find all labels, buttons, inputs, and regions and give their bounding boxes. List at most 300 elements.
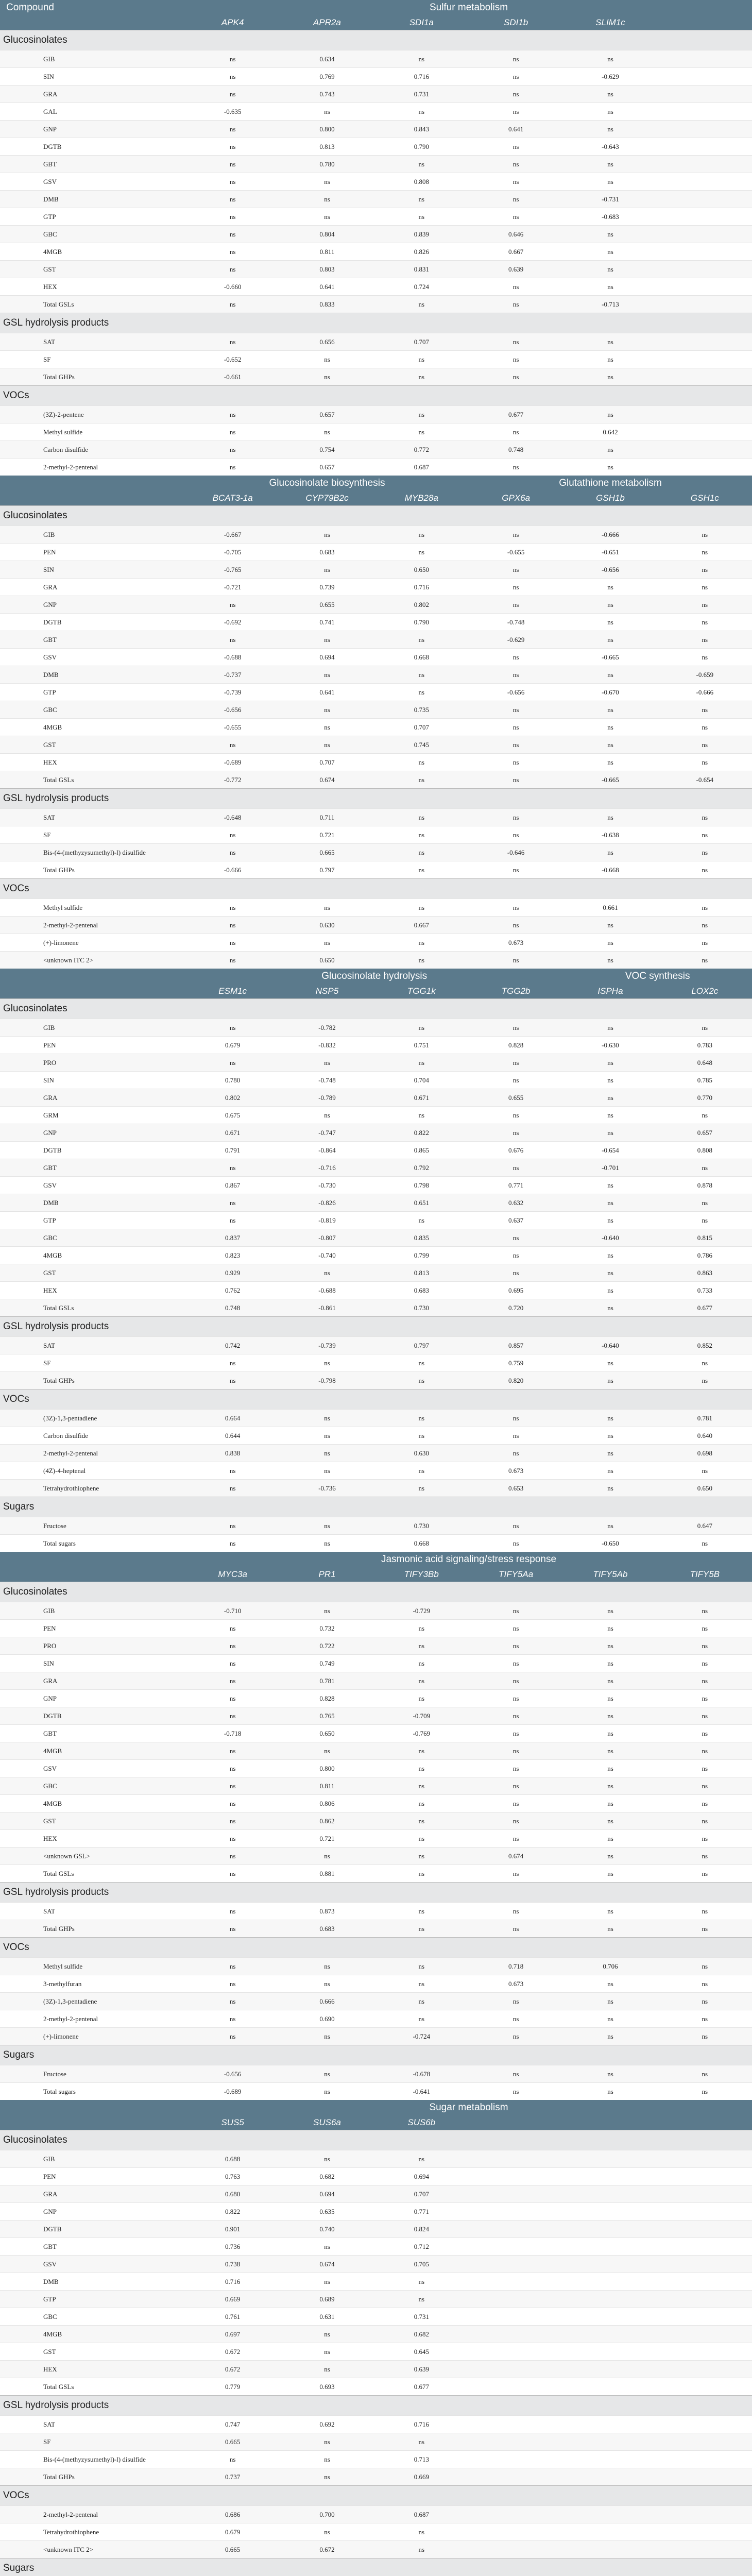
- cell-value: 0.657: [280, 459, 374, 476]
- row-label: 4MGB: [0, 1247, 185, 1264]
- cell-value: 0.820: [469, 1372, 563, 1389]
- table-row: [0, 1229, 752, 1247]
- cell-value: 0.762: [185, 1282, 280, 1299]
- row-label: DMB: [0, 1194, 185, 1212]
- cell-value: -0.648: [185, 809, 280, 826]
- cell-value: 0.690: [280, 2010, 374, 2028]
- cell-value: 0.721: [280, 1830, 374, 1848]
- cell-value: -0.689: [185, 754, 280, 771]
- cell-value: ns: [280, 2343, 374, 2361]
- cell-value: ns: [469, 68, 563, 86]
- cell-value: ns: [563, 1620, 657, 1637]
- row-label: 2-methyl-2-pentenal: [0, 2010, 185, 2028]
- row-label: GRA: [0, 1089, 185, 1107]
- cell-value: ns: [563, 103, 657, 121]
- cell-value: 0.637: [469, 1212, 563, 1229]
- cell-value: 0.718: [469, 1958, 563, 1975]
- cell-value: -0.807: [280, 1229, 374, 1247]
- cell-value: ns: [658, 1212, 752, 1229]
- cell-value: ns: [469, 86, 563, 103]
- cell-value: ns: [185, 1690, 280, 1707]
- cell-value: ns: [280, 1535, 374, 1552]
- cell-value: 0.707: [280, 754, 374, 771]
- cell-value: 0.733: [658, 1282, 752, 1299]
- row-label: Carbon disulfide: [0, 441, 185, 459]
- cell-value: ns: [185, 1920, 280, 1938]
- cell-value: 0.676: [469, 1142, 563, 1159]
- table-row: [0, 261, 752, 278]
- cell-value: 0.674: [469, 1848, 563, 1865]
- table-row: [0, 1848, 752, 1865]
- cell-value: 0.667: [374, 917, 469, 934]
- table-row: [0, 1725, 752, 1742]
- row-label: 4MGB: [0, 1795, 185, 1812]
- row-label: DMB: [0, 191, 185, 208]
- cell-value: 0.929: [185, 1264, 280, 1282]
- table-row: [0, 952, 752, 969]
- cell-value: -0.668: [563, 861, 657, 879]
- cell-value: ns: [374, 1354, 469, 1372]
- cell-value: -0.701: [563, 1159, 657, 1177]
- cell-value: ns: [374, 1848, 469, 1865]
- cell-value: -0.798: [280, 1372, 374, 1389]
- cell-value: -0.692: [185, 614, 280, 631]
- row-label: PRO: [0, 1637, 185, 1655]
- cell-value: ns: [563, 952, 657, 969]
- table-row: [0, 226, 752, 243]
- cell-value: -0.861: [280, 1299, 374, 1317]
- cell-value: ns: [185, 631, 280, 649]
- cell-value: ns: [469, 103, 563, 121]
- cell-value: ns: [563, 579, 657, 596]
- row-label: Total sugars: [0, 2083, 185, 2100]
- row-label: SAT: [0, 809, 185, 826]
- table-row: [0, 156, 752, 173]
- cell-value: 0.737: [185, 2468, 280, 2486]
- cell-value: ns: [280, 1354, 374, 1372]
- cell-value: 0.797: [374, 1337, 469, 1354]
- cell-value: ns: [658, 2083, 752, 2100]
- row-label: Fructose: [0, 1517, 185, 1535]
- table-row: [0, 2541, 752, 2558]
- cell-value: ns: [280, 1445, 374, 1462]
- cell-value: ns: [374, 771, 469, 789]
- row-label: GSV: [0, 1177, 185, 1194]
- cell-value: 0.657: [280, 406, 374, 423]
- cell-value: 0.813: [374, 1264, 469, 1282]
- cell-value: ns: [469, 138, 563, 156]
- row-label: (+)-limonene: [0, 934, 185, 952]
- cell-value: 0.798: [374, 1177, 469, 1194]
- cell-value: 0.763: [185, 2168, 280, 2185]
- cell-value: ns: [658, 1795, 752, 1812]
- cell-value: 0.739: [280, 579, 374, 596]
- cell-value: 0.673: [469, 1462, 563, 1480]
- cell-value: 0.881: [280, 1865, 374, 1883]
- cell-value: 0.673: [469, 1975, 563, 1993]
- table-row: [0, 2065, 752, 2083]
- row-label: GSV: [0, 2256, 185, 2273]
- cell-value: ns: [280, 2083, 374, 2100]
- cell-value: ns: [658, 861, 752, 879]
- cell-value: ns: [563, 278, 657, 296]
- gene-header-row: [0, 15, 752, 30]
- cell-value: -0.665: [563, 771, 657, 789]
- table-title: Glucosinolate hydrolysis: [185, 969, 563, 984]
- cell-value: 0.843: [374, 121, 469, 138]
- cell-value: 0.722: [280, 1637, 374, 1655]
- table-row: [0, 173, 752, 191]
- cell-value: ns: [185, 1019, 280, 1037]
- cell-value: ns: [563, 1089, 657, 1107]
- table-sulfur: [0, 0, 752, 476]
- table-row: [0, 2150, 752, 2168]
- cell-value: ns: [658, 1742, 752, 1760]
- cell-value: ns: [185, 296, 280, 313]
- table-row: [0, 2238, 752, 2256]
- cell-value: 0.639: [374, 2361, 469, 2378]
- cell-value: 0.839: [374, 226, 469, 243]
- gene-header: APK4: [185, 15, 280, 30]
- cell-value: ns: [563, 1072, 657, 1089]
- cell-value: 0.865: [374, 1142, 469, 1159]
- cell-value: ns: [658, 1993, 752, 2010]
- section-header: [0, 2130, 752, 2150]
- cell-value: ns: [563, 631, 657, 649]
- cell-value: ns: [469, 1920, 563, 1938]
- cell-value: ns: [374, 2273, 469, 2291]
- cell-value: 0.831: [374, 261, 469, 278]
- cell-value: 0.657: [658, 1124, 752, 1142]
- row-label: GBC: [0, 1777, 185, 1795]
- cell-value: -0.654: [658, 771, 752, 789]
- row-label: DMB: [0, 2273, 185, 2291]
- table-row: [0, 1672, 752, 1690]
- table-row: [0, 1535, 752, 1552]
- cell-value: ns: [185, 1620, 280, 1637]
- cell-value: ns: [563, 156, 657, 173]
- cell-value: ns: [185, 1848, 280, 1865]
- cell-value: ns: [563, 1655, 657, 1672]
- cell-value: ns: [658, 631, 752, 649]
- cell-value: -0.688: [280, 1282, 374, 1299]
- cell-value: -0.635: [185, 103, 280, 121]
- section-title: GSL hydrolysis products: [0, 1883, 752, 1903]
- cell-value: 0.811: [280, 1777, 374, 1795]
- cell-value: ns: [185, 826, 280, 844]
- cell-value: ns: [469, 368, 563, 386]
- cell-value: ns: [280, 561, 374, 579]
- cell-value: 0.792: [374, 1159, 469, 1177]
- cell-value: ns: [563, 1019, 657, 1037]
- cell-value: 0.799: [374, 1247, 469, 1264]
- gene-header: GPX6a: [469, 490, 563, 506]
- table-row: [0, 666, 752, 684]
- cell-value: -0.747: [280, 1124, 374, 1142]
- table-row: [0, 191, 752, 208]
- cell-value: 0.651: [374, 1194, 469, 1212]
- cell-value: 0.669: [185, 2291, 280, 2308]
- row-label: GST: [0, 261, 185, 278]
- row-label: Carbon disulfide: [0, 1427, 185, 1445]
- cell-value: ns: [469, 719, 563, 736]
- section-title: GSL hydrolysis products: [0, 313, 752, 333]
- cell-value: 0.873: [280, 1903, 374, 1920]
- cell-value: -0.655: [469, 544, 563, 561]
- cell-value: ns: [658, 1672, 752, 1690]
- cell-value: ns: [563, 1760, 657, 1777]
- cell-value: ns: [374, 1760, 469, 1777]
- section-header: [0, 506, 752, 526]
- cell-value: ns: [185, 596, 280, 614]
- cell-value: -0.716: [280, 1159, 374, 1177]
- cell-value: 0.668: [374, 649, 469, 666]
- cell-value: -0.656: [469, 684, 563, 701]
- cell-value: ns: [563, 1812, 657, 1830]
- cell-value: 0.742: [185, 1337, 280, 1354]
- cell-value: ns: [280, 1054, 374, 1072]
- cell-value: ns: [563, 1282, 657, 1299]
- cell-value: ns: [185, 459, 280, 476]
- cell-value: 0.823: [185, 1247, 280, 1264]
- cell-value: -0.629: [563, 68, 657, 86]
- cell-value: ns: [374, 1212, 469, 1229]
- cell-value: ns: [563, 1725, 657, 1742]
- cell-value: ns: [563, 1848, 657, 1865]
- cell-value: ns: [185, 1760, 280, 1777]
- cell-value: ns: [185, 1672, 280, 1690]
- row-label: PEN: [0, 2168, 185, 2185]
- cell-value: 0.704: [374, 1072, 469, 1089]
- cell-value: -0.666: [658, 684, 752, 701]
- cell-value: ns: [469, 296, 563, 313]
- section-header: [0, 2486, 752, 2506]
- cell-value: ns: [185, 1865, 280, 1883]
- cell-value: ns: [469, 1637, 563, 1655]
- cell-value: -0.710: [185, 1602, 280, 1620]
- cell-value: ns: [658, 1848, 752, 1865]
- cell-value: 0.736: [185, 2238, 280, 2256]
- cell-value: 0.640: [658, 1427, 752, 1445]
- section-header: [0, 999, 752, 1019]
- cell-value: 0.706: [563, 1958, 657, 1975]
- row-label: GTP: [0, 2291, 185, 2308]
- table-row: [0, 2221, 752, 2238]
- cell-value: ns: [280, 208, 374, 226]
- cell-value: 0.824: [374, 2221, 469, 2238]
- cell-value: ns: [563, 1462, 657, 1480]
- cell-value: 0.647: [658, 1517, 752, 1535]
- row-label: Methyl sulfide: [0, 1958, 185, 1975]
- cell-value: 0.797: [280, 861, 374, 879]
- cell-value: -0.736: [280, 1480, 374, 1497]
- gene-header: CYP79B2c: [280, 490, 374, 506]
- table-row: [0, 2378, 752, 2396]
- cell-value: ns: [563, 406, 657, 423]
- row-label: HEX: [0, 1830, 185, 1848]
- cell-value: -0.643: [563, 138, 657, 156]
- table-row: [0, 649, 752, 666]
- row-label: GBT: [0, 1159, 185, 1177]
- cell-value: 0.721: [280, 826, 374, 844]
- cell-value: ns: [469, 423, 563, 441]
- cell-value: ns: [185, 917, 280, 934]
- cell-value: 0.650: [280, 952, 374, 969]
- cell-value: 0.653: [469, 1480, 563, 1497]
- cell-value: ns: [280, 2028, 374, 2045]
- section-header: [0, 789, 752, 809]
- cell-value: ns: [563, 333, 657, 351]
- row-label: SF: [0, 826, 185, 844]
- cell-value: 0.682: [280, 2168, 374, 2185]
- cell-value: ns: [185, 1707, 280, 1725]
- table-row: [0, 296, 752, 313]
- cell-value: ns: [280, 899, 374, 917]
- cell-value: -0.666: [563, 526, 657, 544]
- cell-value: 0.771: [469, 1177, 563, 1194]
- cell-value: ns: [469, 333, 563, 351]
- cell-value: ns: [658, 561, 752, 579]
- cell-value: ns: [563, 666, 657, 684]
- cell-value: ns: [374, 1620, 469, 1637]
- row-label: GRM: [0, 1107, 185, 1124]
- row-label: GIB: [0, 1019, 185, 1037]
- cell-value: ns: [280, 1848, 374, 1865]
- cell-value: 0.738: [185, 2256, 280, 2273]
- cell-value: ns: [280, 103, 374, 121]
- cell-value: ns: [469, 1264, 563, 1282]
- row-label: SAT: [0, 1903, 185, 1920]
- row-label: Total GSLs: [0, 1299, 185, 1317]
- cell-value: 0.748: [185, 1299, 280, 1317]
- cell-value: ns: [658, 934, 752, 952]
- row-label: 4MGB: [0, 1742, 185, 1760]
- cell-value: ns: [658, 1903, 752, 1920]
- cell-value: 0.697: [185, 2326, 280, 2343]
- row-label: GBT: [0, 631, 185, 649]
- cell-value: 0.800: [280, 121, 374, 138]
- header-compound: [0, 969, 185, 984]
- cell-value: ns: [185, 1517, 280, 1535]
- cell-value: ns: [658, 917, 752, 934]
- cell-value: 0.808: [374, 173, 469, 191]
- row-label: Methyl sulfide: [0, 899, 185, 917]
- row-label: PEN: [0, 1620, 185, 1637]
- cell-value: ns: [658, 1194, 752, 1212]
- cell-value: 0.720: [469, 1299, 563, 1317]
- cell-value: 0.780: [185, 1072, 280, 1089]
- cell-value: ns: [185, 121, 280, 138]
- cell-value: ns: [185, 68, 280, 86]
- cell-value: ns: [374, 1812, 469, 1830]
- row-label: 2-methyl-2-pentenal: [0, 459, 185, 476]
- cell-value: ns: [469, 1072, 563, 1089]
- cell-value: 0.822: [185, 2203, 280, 2221]
- table-row: [0, 1620, 752, 1637]
- section-title: Glucosinolates: [0, 30, 752, 50]
- cell-value: ns: [185, 844, 280, 861]
- cell-value: -0.640: [563, 1229, 657, 1247]
- cell-value: ns: [469, 561, 563, 579]
- cell-value: ns: [563, 2083, 657, 2100]
- row-label: Total GHPs: [0, 861, 185, 879]
- cell-value: -0.819: [280, 1212, 374, 1229]
- cell-value: -0.731: [563, 191, 657, 208]
- cell-value: ns: [563, 1247, 657, 1264]
- cell-value: ns: [185, 934, 280, 952]
- cell-value: -0.729: [374, 1602, 469, 1620]
- table-row: [0, 2506, 752, 2523]
- cell-value: ns: [469, 1812, 563, 1830]
- cell-value: ns: [469, 1777, 563, 1795]
- table-title-2: VOC synthesis: [563, 969, 752, 984]
- cell-value: ns: [563, 1637, 657, 1655]
- table-row: [0, 2028, 752, 2045]
- cell-value: 0.780: [280, 156, 374, 173]
- cell-value: 0.664: [185, 1410, 280, 1427]
- cell-value: ns: [658, 826, 752, 844]
- cell-value: ns: [469, 1620, 563, 1637]
- cell-value: 0.634: [280, 50, 374, 68]
- cell-value: ns: [469, 1602, 563, 1620]
- cell-value: ns: [563, 1372, 657, 1389]
- section-header: [0, 879, 752, 899]
- cell-value: ns: [185, 1480, 280, 1497]
- cell-value: -0.656: [185, 2065, 280, 2083]
- cell-value: 0.802: [185, 1089, 280, 1107]
- table-row: [0, 423, 752, 441]
- cell-value: ns: [374, 1920, 469, 1938]
- table-row: [0, 243, 752, 261]
- table-row: [0, 2416, 752, 2433]
- table-row: [0, 526, 752, 544]
- table-row: [0, 754, 752, 771]
- row-label: SF: [0, 2433, 185, 2451]
- cell-value: ns: [185, 2028, 280, 2045]
- cell-value: ns: [563, 1777, 657, 1795]
- cell-value: ns: [469, 579, 563, 596]
- cell-value: 0.668: [374, 1535, 469, 1552]
- cell-value: ns: [563, 1903, 657, 1920]
- table-row: [0, 2433, 752, 2451]
- gene-header: NSP5: [280, 984, 374, 999]
- section-title: Glucosinolates: [0, 506, 752, 526]
- table-row: [0, 1795, 752, 1812]
- table-row: [0, 1637, 752, 1655]
- cell-value: ns: [185, 191, 280, 208]
- cell-value: 0.730: [374, 1517, 469, 1535]
- table-row: [0, 459, 752, 476]
- cell-value: 0.694: [280, 2185, 374, 2203]
- cell-value: 0.700: [280, 2506, 374, 2523]
- table-row: [0, 1299, 752, 1317]
- cell-value: 0.779: [185, 2378, 280, 2396]
- cell-value: ns: [469, 771, 563, 789]
- cell-value: 0.630: [280, 917, 374, 934]
- cell-value: ns: [374, 1480, 469, 1497]
- gene-header: SUS6b: [374, 2115, 469, 2130]
- row-label: PEN: [0, 1037, 185, 1054]
- cell-value: ns: [280, 2326, 374, 2343]
- table-title: Sulfur metabolism: [185, 0, 752, 15]
- cell-value: 0.707: [374, 2185, 469, 2203]
- cell-value: ns: [185, 2451, 280, 2468]
- cell-value: -0.769: [374, 1725, 469, 1742]
- table-row: [0, 1159, 752, 1177]
- cell-value: ns: [374, 544, 469, 561]
- gene-header-row: [0, 2115, 752, 2130]
- cell-value: 0.645: [374, 2343, 469, 2361]
